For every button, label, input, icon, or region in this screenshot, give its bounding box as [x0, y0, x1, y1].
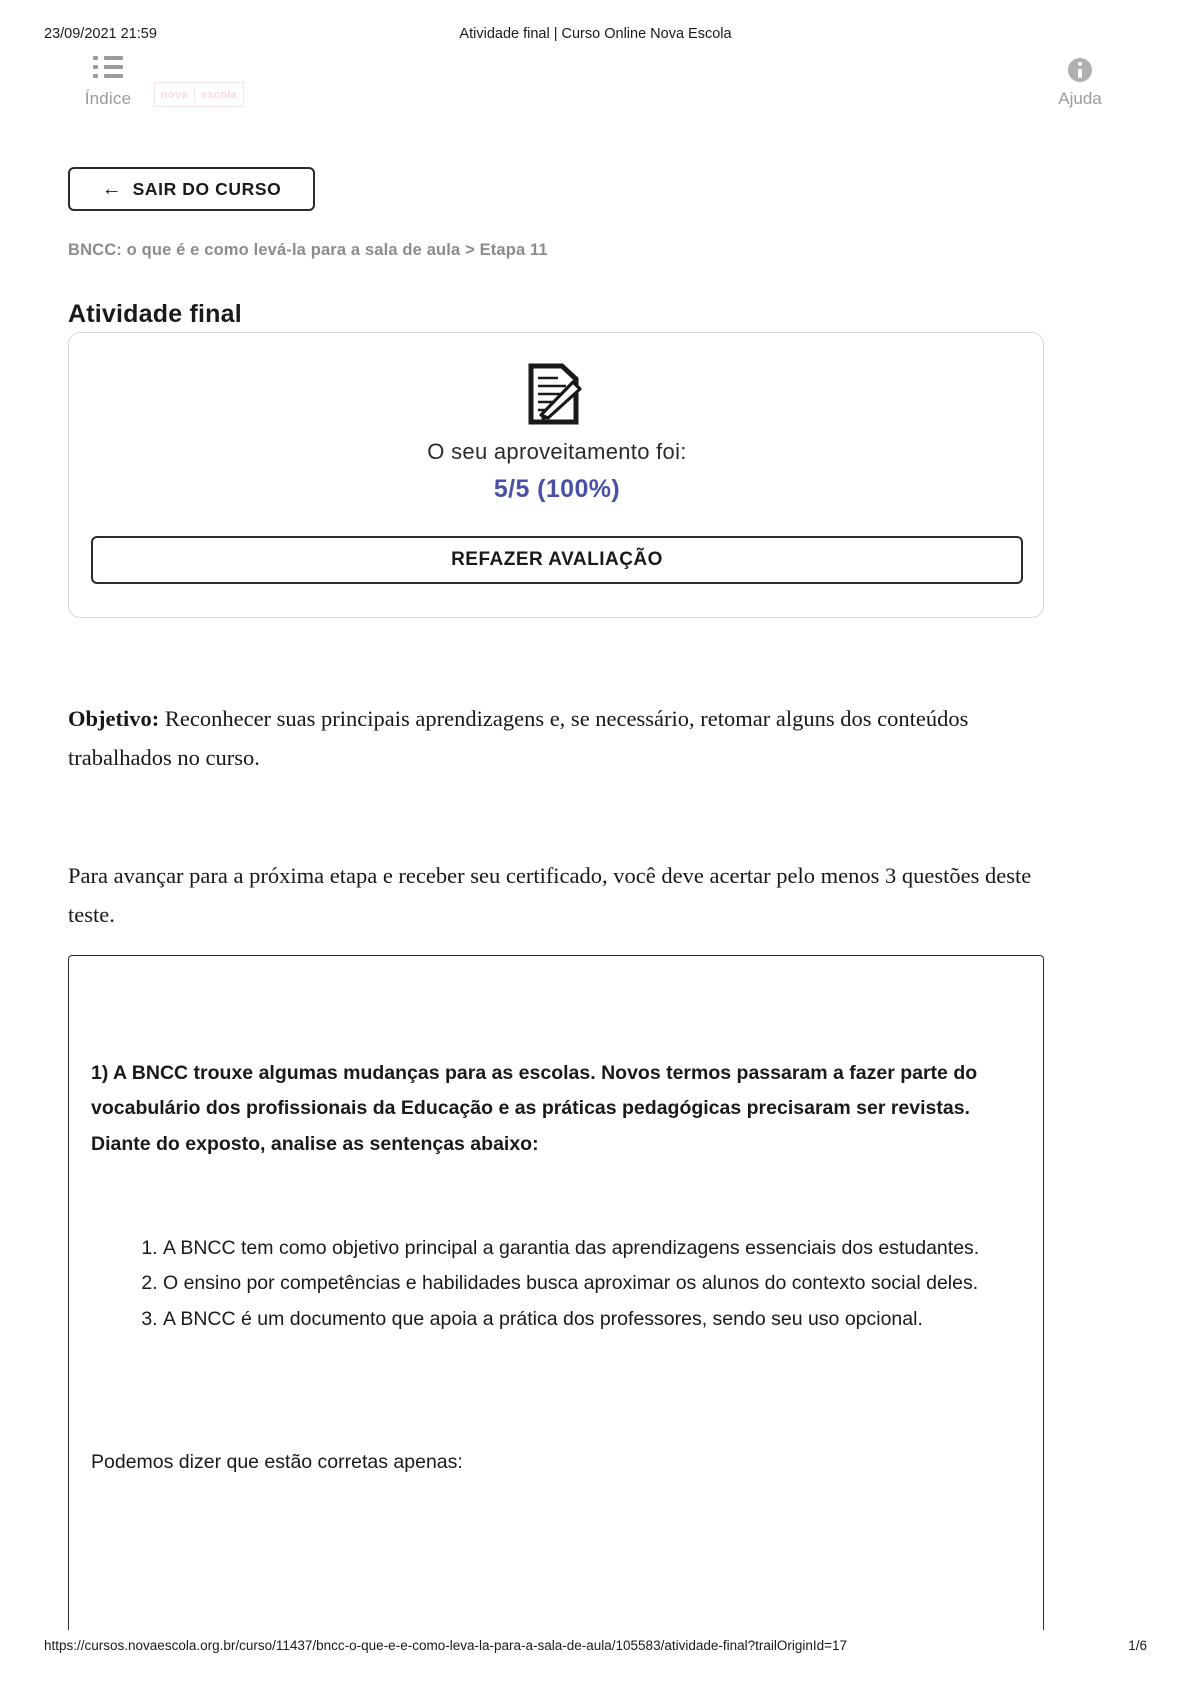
requirement-paragraph: Para avançar para a próxima etapa e receber seu certificado, você deve acertar pelo menos 3 questões deste teste. [68, 862, 1032, 927]
objective-paragraph [68, 699, 1044, 778]
arrow-left-icon: ← [101, 178, 122, 200]
breadcrumb: BNCC: o que é e como levá-la para a sala de aula > Etapa 11 [68, 241, 548, 259]
question-card [68, 955, 1044, 1630]
print-document-title: Atividade final | Curso Online Nova Escola [459, 26, 732, 42]
print-timestamp: 23/09/2021 21:59 [44, 26, 157, 42]
index-button[interactable] [68, 56, 148, 109]
exit-course-label: SAIR DO CURSO [132, 178, 282, 199]
print-footer [0, 1638, 1191, 1658]
objective-text: Reconhecer suas principais aprendizagens e, se necessário, retomar alguns dos conteúdos trabalhados no curso. [68, 705, 969, 770]
question-stem: 1) A BNCC trouxe algumas mudanças para as escolas. Novos termos passaram a fazer parte do vocabulário dos profissionais da Educação e as práticas pedagógicas precisaram ser revistas. Diante do exposto, analise as sentenças abaixo: [91, 1062, 978, 1155]
help-button[interactable] [1037, 56, 1123, 109]
exit-course-button[interactable] [68, 167, 315, 211]
list-item: 1. A BNCC tem como objetivo principal a garantia das aprendizagens essenciais dos estudantes. [163, 1231, 1068, 1266]
list-item: 3. A BNCC é um documento que apoia a prática dos professores, sendo seu uso opcional. [163, 1302, 1068, 1337]
print-page-number: 1/6 [1128, 1638, 1147, 1653]
question-statement-list [121, 1231, 1068, 1337]
result-card [68, 332, 1044, 618]
app-top-bar [68, 56, 1123, 136]
index-label: Índice [84, 89, 132, 108]
list-icon [93, 56, 123, 82]
list-item: 2. O ensino por competências e habilidades busca aproximar os alunos do contexto social deles. [163, 1266, 1068, 1301]
page-title: Atividade final [68, 299, 242, 328]
retake-exam-label: REFAZER AVALIAÇÃO [451, 549, 663, 570]
help-label: Ajuda [1058, 89, 1102, 108]
objective-lead: Objetivo: [68, 705, 160, 731]
result-label: O seu aproveitamento foi: [427, 439, 687, 464]
info-circle-icon [1068, 58, 1092, 82]
logo-word-escola: escola [200, 88, 237, 101]
nova-escola-logo [154, 82, 244, 107]
question-tail-prompt: Podemos dizer que estão corretas apenas: [91, 1451, 463, 1473]
print-header [0, 26, 1191, 46]
result-score: 5/5 (100%) [493, 475, 621, 503]
print-source-url: https://cursos.novaescola.org.br/curso/11437/bncc-o-que-e-e-como-leva-la-para-a-sala-de-aula/105583/atividade-final?trailOriginId=17 [44, 1638, 848, 1653]
retake-exam-button[interactable] [91, 536, 1023, 584]
logo-word-nova: nova [155, 89, 195, 101]
document-pencil-icon [528, 363, 584, 425]
